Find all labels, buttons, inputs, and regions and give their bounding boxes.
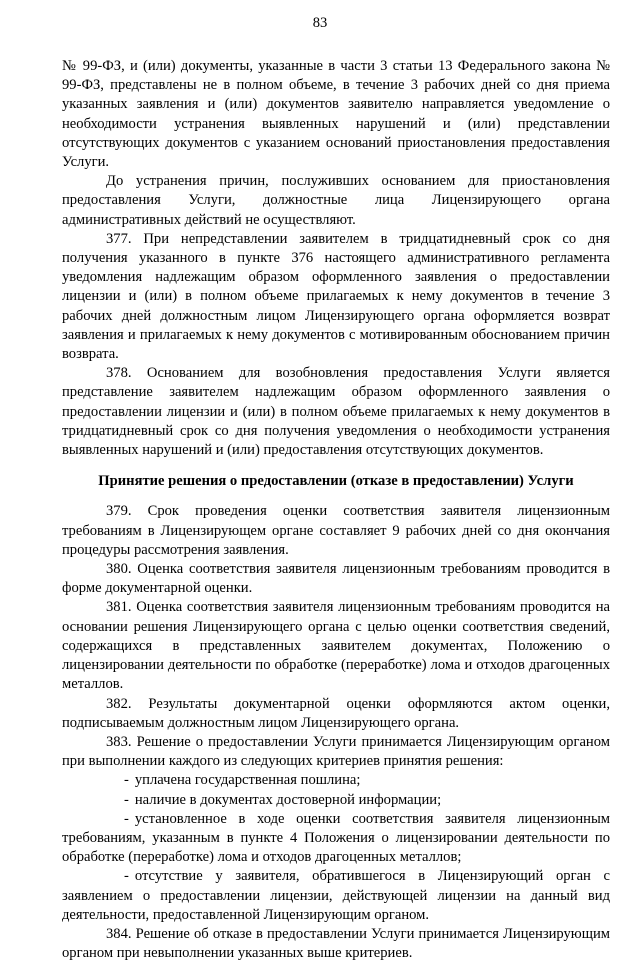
document-body <box>62 57 610 963</box>
section-heading: Принятие решения о предоставлении (отказе в предоставлении) Услуги <box>98 473 574 490</box>
list-item <box>62 867 610 925</box>
paragraph: 379. Срок проведения оценки соответствия заявителя лицензионным требованиям в Лицензирующем органе составляет 9 рабочих дней со дня окончания процедуры рассмотрения заявления. <box>62 503 610 558</box>
paragraph: 377. При непредставлении заявителем в тридцатидневный срок со дня получения указанного в пункте 376 настоящего административного регламента уведомления надлежащим образом оформленного заявления о предоставлении лицензии и (или) в полном объеме прилагаемых к нему документов в течение 3 рабочих дней должностным лицом Лицензирующего органа оформляется возврат заявления и прилагаемых к нему документов с мотивированным обоснованием причин возврата. <box>62 230 610 363</box>
list-dash: - <box>124 791 129 808</box>
paragraph: До устранения причин, послуживших основанием для приостановления предоставления Услуги, должностные лица Лицензирующего органа административных действий не осуществляют. <box>62 173 610 228</box>
paragraph: 382. Результаты документарной оценки оформляются актом оценки, подписываемым должностным лицом Лицензирующего органа. <box>62 695 610 731</box>
list-item <box>62 771 610 790</box>
list-item-text: установленное в ходе оценки соответствия заявителя лицензионным требованиям, указанным в пункте 4 Положения о лицензировании деятельности по обработке (переработке) лома и отходов драгоценных металлов; <box>62 810 610 866</box>
list-item <box>62 791 610 810</box>
paragraph: 378. Основанием для возобновления предоставления Услуги является представление заявителем надлежащим образом оформленного заявления о предоставлении лицензии и (или) в полном объеме прилагаемых к нему документов в тридцатидневный срок со дня получения уведомления о необходимости устранения выявленных нарушений и (или) предоставления отсутствующих документов. <box>62 365 610 459</box>
list-dash: - <box>124 810 129 827</box>
paragraph: 383. Решение о предоставлении Услуги принимается Лицензирующим органом при выполнении каждого из следующих критериев принятия решения: <box>62 733 610 770</box>
list-item-text: наличие в документах достоверной информации; <box>134 791 442 808</box>
list-item-text: уплачена государственная пошлина; <box>134 772 361 789</box>
list-dash: - <box>124 772 129 789</box>
list-item <box>62 810 610 868</box>
paragraph: 384. Решение об отказе в предоставлении Услуги принимается Лицензирующим органом при невыполнении указанных выше критериев. <box>62 925 610 962</box>
list-item-text: отсутствие у заявителя, обратившегося в Лицензирующий орган с заявлением о предоставлении лицензии, действующей лицензии на данный вид деятельности, предоставленной Лицензирующим органом. <box>62 868 610 923</box>
list-dash: - <box>124 868 129 885</box>
page-number: 83 <box>312 15 328 31</box>
paragraph: 380. Оценка соответствия заявителя лицензионным требованиям проводится в форме документарной оценки. <box>62 561 610 597</box>
paragraph: 381. Оценка соответствия заявителя лицензионным требованиям проводится на основании решения Лицензирующего органа с целью оценки соответствия сведений, содержащихся в представленных заявителем документах, Положению о лицензировании деятельности по обработке (переработке) лома и отходов драгоценных металлов. <box>62 599 610 693</box>
paragraph: № 99-ФЗ, и (или) документы, указанные в части 3 статьи 13 Федерального закона № 99-ФЗ, представлены не в полном объеме, в течение 3 рабочих дней со дня приема указанных заявления и (или) документов заявителю направляется уведомление о необходимости устранения выявленных нарушений и (или) представлении отсутствующих документов с указанием оснований приостановления предоставления Услуги. <box>62 58 610 171</box>
